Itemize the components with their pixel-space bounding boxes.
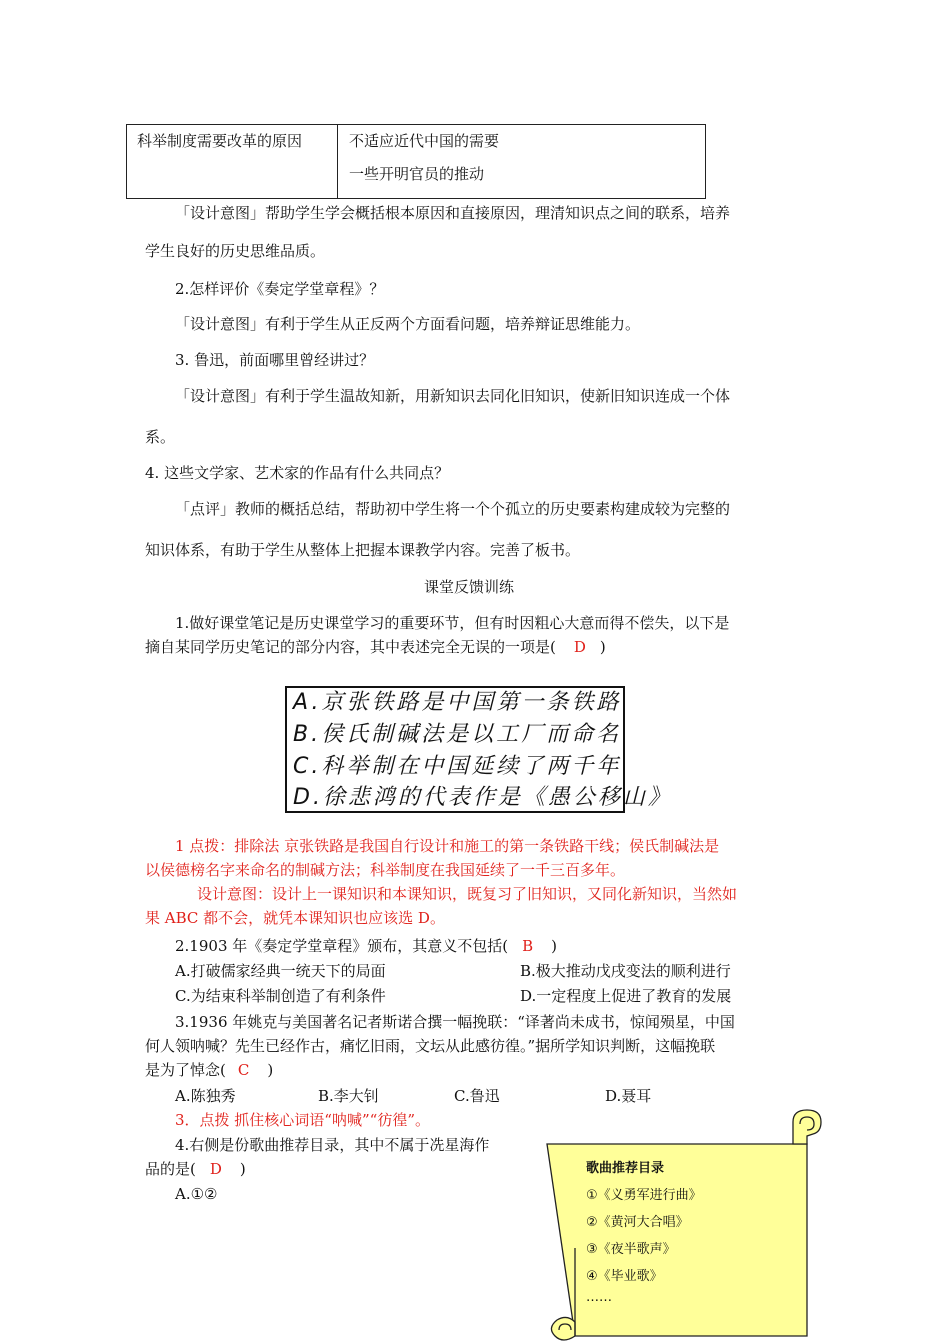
exercise-2-option-c: C.为结束科举制创造了有利条件 <box>175 987 386 1005</box>
song-item: ④《毕业歌》 <box>586 1269 663 1284</box>
handwritten-notes <box>285 686 673 813</box>
song-item: ③《夜半歌声》 <box>586 1242 676 1257</box>
song-item: ①《义勇军进行曲》 <box>586 1188 702 1203</box>
section-title: 课堂反馈训练 <box>424 578 515 596</box>
paragraph-line: 「设计意图」帮助学生学会概括根本原因和直接原因，理清知识点之间的联系，培养 <box>175 204 731 222</box>
note-line: C.科举制在中国延续了两千年 <box>293 754 622 779</box>
exercise-3-option-b: B.李大钊 <box>318 1087 379 1105</box>
table-right-text-1: 不适应近代中国的需要 <box>349 132 500 150</box>
exercise-3-stem: 是为了悼念( C ) <box>145 1061 274 1079</box>
exercise-3-stem: 何人领呐喊？先生已经作古，痛忆旧雨，文坛从此感彷徨。”据所学知识判断，这幅挽联 <box>145 1037 716 1055</box>
note-line: A.京张铁路是中国第一条铁路 <box>293 690 622 715</box>
exercise-2-option-b: B.极大推动戊戌变法的顺利进行 <box>520 962 731 980</box>
exercise-2-answer: B <box>522 937 534 955</box>
song-list-ellipsis: …… <box>586 1290 612 1305</box>
paragraph-line: 学生良好的历史思维品质。 <box>145 242 326 260</box>
paragraph-line: 系。 <box>145 428 176 446</box>
exercise-4-answer: D <box>209 1160 222 1178</box>
exercise-1-answer: D <box>573 638 586 656</box>
exercise-3-answer: C <box>237 1061 250 1079</box>
exercise-3-option-c: C.鲁迅 <box>454 1087 500 1105</box>
paragraph-line: 「点评」教师的概括总结，帮助初中学生将一个个孤立的历史要素构建成较为完整的 <box>175 500 731 518</box>
exercise-1-hint: 1 点拨：排除法 京张铁路是我国自行设计和施工的第一条铁路干线；侯氏制碱法是 <box>175 837 720 855</box>
question-2: 2.怎样评价《奏定学堂章程》？ <box>175 280 385 298</box>
exercise-3-option-a: A.陈独秀 <box>175 1087 236 1105</box>
exercise-2-option-a: A.打破儒家经典一统天下的局面 <box>175 962 386 980</box>
song-item: ②《黄河大合唱》 <box>586 1215 689 1230</box>
table-left-text: 科举制度需要改革的原因 <box>137 132 303 150</box>
question-4: 4. 这些文学家、艺术家的作品有什么共同点？ <box>145 464 450 482</box>
paragraph-line: 「设计意图」有利于学生温故知新，用新知识去同化旧知识，使新旧知识连成一个体 <box>175 387 731 405</box>
exercise-4-stem: 4.右侧是份歌曲推荐目录，其中不属于冼星海作 <box>175 1136 490 1154</box>
paragraph-line: 「设计意图」有利于学生从正反两个方面看问题，培养辩证思维能力。 <box>175 315 641 333</box>
exercise-3-hint: 3．点拨 抓住核心词语“呐喊”“彷徨”。 <box>175 1111 430 1129</box>
exercise-3-option-d: D.聂耳 <box>605 1087 652 1105</box>
reason-table <box>126 124 706 199</box>
exercise-1-intent: 果 ABC 都不会，就凭本课知识也应该选 D。 <box>145 909 445 927</box>
exercise-4-option-a: A.①② <box>175 1185 218 1203</box>
note-line: B.侯氏制碱法是以工厂而命名 <box>293 722 622 747</box>
song-list-title: 歌曲推荐目录 <box>586 1161 665 1176</box>
exercise-1-hint: 以侯德榜名字来命名的制碱方法；科举制度在我国延续了一千三百多年。 <box>145 861 626 879</box>
paragraph-line: 知识体系，有助于学生从整体上把握本课教学内容。完善了板书。 <box>145 541 581 559</box>
song-list-scroll <box>545 1108 835 1344</box>
exercise-1-stem: 1.做好课堂笔记是历史课堂学习的重要环节，但有时因粗心大意而得不偿失，以下是 <box>175 614 730 632</box>
exercise-4-stem: 品的是( D ) <box>145 1160 246 1178</box>
note-line: D.徐悲鸿的代表作是《愚公移山》 <box>293 785 673 810</box>
question-3: 3. 鲁迅，前面哪里曾经讲过？ <box>175 351 375 369</box>
exercise-1-intent: 设计意图：设计上一课知识和本课知识，既复习了旧知识，又同化新知识，当然如 <box>197 885 738 903</box>
exercise-3-stem: 3.1936 年姚克与美国著名记者斯诺合撰一幅挽联：“译著尚未成书，惊闻殒星，中国 <box>175 1013 735 1031</box>
exercise-2-stem: 2.1903 年《奏定学堂章程》颁布，其意义不包括( B ) <box>175 937 557 955</box>
exercise-2-option-d: D.一定程度上促进了教育的发展 <box>520 987 732 1005</box>
exercise-1-stem: 摘自某同学历史笔记的部分内容，其中表述完全无误的一项是( D ) <box>145 638 606 656</box>
table-right-text-2: 一些开明官员的推动 <box>349 165 485 183</box>
